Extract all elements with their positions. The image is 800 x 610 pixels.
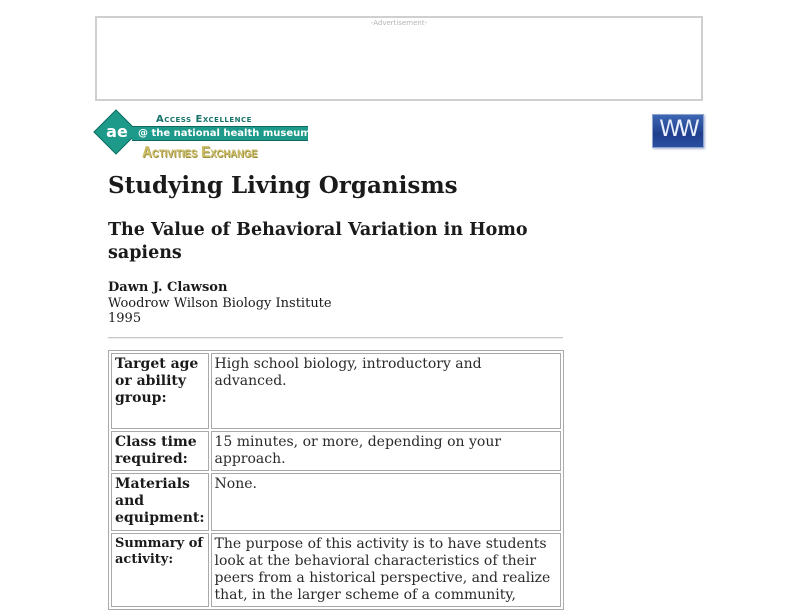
row-value: 15 minutes, or more, depending on your approach. [211, 431, 561, 471]
row-value: High school biology, introductory and advanced. [211, 353, 561, 429]
ae-emblem-text: ae [106, 122, 128, 141]
row-label: Summary of activity: [111, 533, 209, 607]
author-institution: Woodrow Wilson Biology Institute [108, 295, 332, 311]
advertisement-label: -Advertisement- [370, 19, 428, 27]
table-row [111, 533, 561, 607]
row-value: The purpose of this activity is to have students look at the behavioral characteristics of their peers from a historical perspective, and realize that, in the larger scheme of a community, [211, 533, 561, 607]
ww-logo-icon: WW [659, 117, 697, 142]
table-row [111, 353, 561, 429]
logo-subtitle: @ the national health museum [138, 128, 311, 139]
page-title: Studying Living Organisms [108, 172, 458, 199]
table-row [111, 473, 561, 531]
page-subtitle: The Value of Behavioral Variation in Homo sapiens [108, 220, 528, 263]
divider [108, 337, 563, 339]
advertisement-banner[interactable] [95, 16, 703, 101]
row-label: Materials and equipment: [111, 473, 209, 531]
author-name: Dawn J. Clawson [108, 280, 228, 295]
activity-info-table [108, 350, 564, 610]
table-row [111, 431, 561, 471]
row-label: Target age or ability group: [111, 353, 209, 429]
logo-title: Access Excellence [156, 114, 252, 125]
woodrow-wilson-logo[interactable] [652, 114, 704, 148]
logo-section-name: Activities Exchange [142, 144, 258, 161]
access-excellence-logo[interactable] [98, 112, 310, 166]
author-year: 1995 [108, 311, 142, 326]
row-value: None. [211, 473, 561, 531]
author-block [108, 280, 332, 327]
logo-subtitle-bar [132, 126, 311, 141]
row-label: Class time required: [111, 431, 209, 471]
